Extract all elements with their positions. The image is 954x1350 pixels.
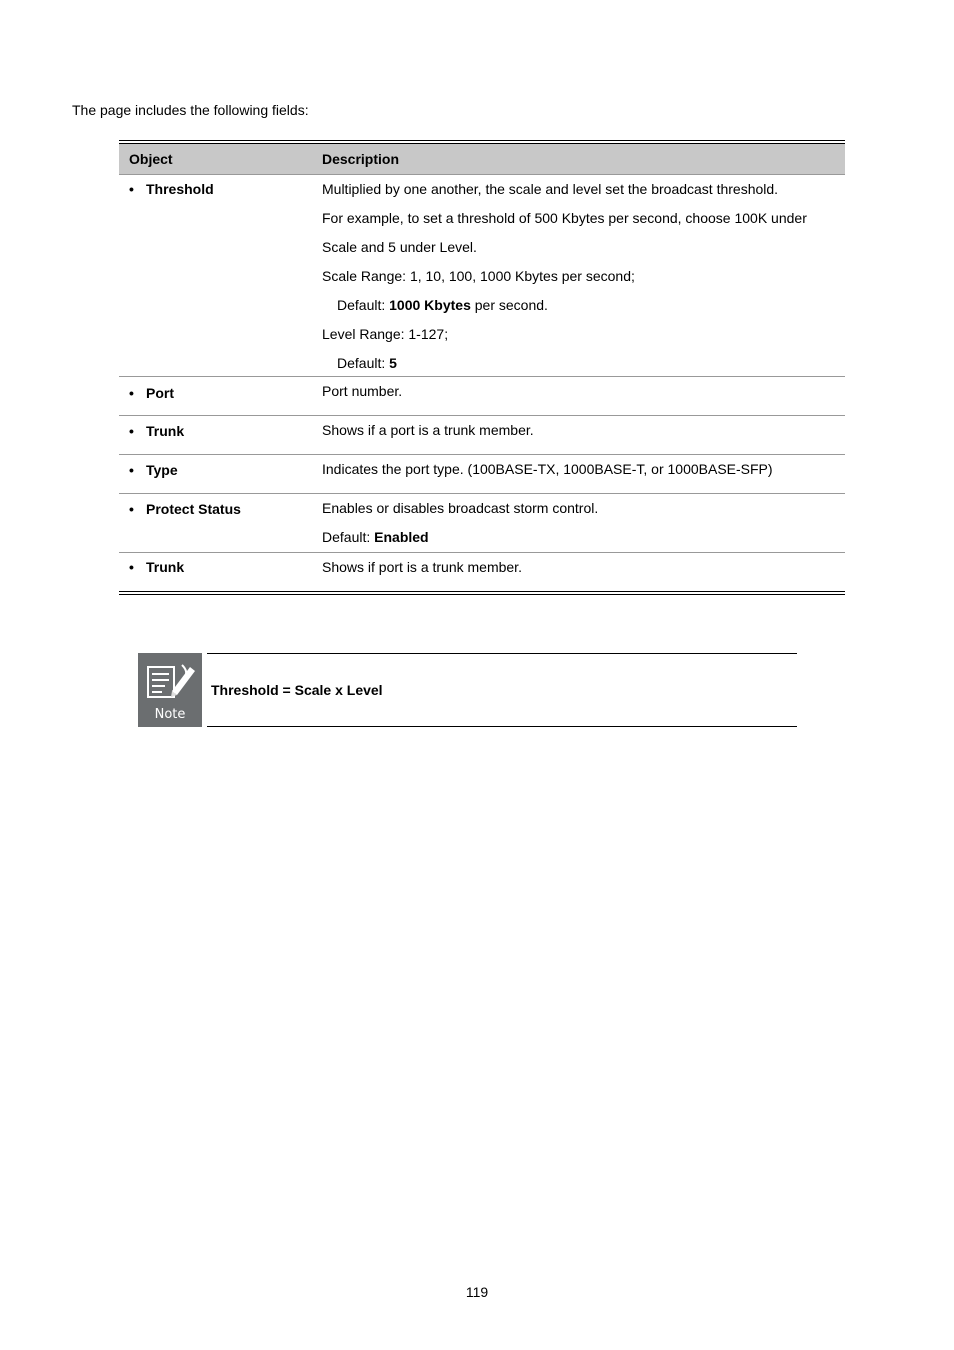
header-description: Description bbox=[322, 151, 400, 167]
table-row bbox=[119, 455, 845, 494]
description-cell bbox=[312, 416, 845, 454]
note-icon-label: Note bbox=[154, 707, 186, 722]
object-name: Port bbox=[146, 385, 174, 401]
bullet-icon: • bbox=[129, 559, 134, 575]
note-text: Threshold = Scale x Level bbox=[211, 682, 383, 698]
description-line: Multiplied by one another, the scale and level set the broadcast threshold. bbox=[322, 181, 779, 197]
description-line: Shows if a port is a trunk member. bbox=[322, 422, 534, 438]
bullet-icon: • bbox=[129, 181, 134, 197]
object-name: Trunk bbox=[146, 559, 185, 575]
table-bottom-rule bbox=[119, 591, 845, 595]
note-pencil-icon bbox=[138, 653, 202, 727]
description-line: Shows if port is a trunk member. bbox=[322, 559, 522, 575]
description-cell bbox=[312, 494, 845, 552]
table-row bbox=[119, 377, 845, 416]
description-cell bbox=[312, 553, 845, 591]
note-bottom-rule bbox=[207, 726, 797, 727]
object-cell bbox=[119, 416, 312, 454]
table-row bbox=[119, 494, 845, 553]
note-icon bbox=[138, 653, 202, 727]
description-line: For example, to set a threshold of 500 Kbytes per second, choose 100K under bbox=[322, 210, 807, 226]
table-row bbox=[119, 416, 845, 455]
description-cell bbox=[312, 455, 845, 493]
description-cell bbox=[312, 377, 845, 415]
object-cell bbox=[119, 553, 312, 591]
fields-table bbox=[119, 140, 845, 595]
description-line: Scale and 5 under Level. bbox=[322, 239, 477, 255]
note-top-rule bbox=[207, 653, 797, 654]
note-box bbox=[138, 653, 797, 727]
header-object: Object bbox=[129, 151, 173, 167]
bullet-icon: • bbox=[129, 501, 134, 517]
page-number: 119 bbox=[465, 1284, 489, 1300]
object-name: Protect Status bbox=[146, 501, 241, 517]
bullet-icon: • bbox=[129, 385, 134, 401]
table-row bbox=[119, 553, 845, 591]
description-line: Port number. bbox=[322, 383, 403, 399]
description-cell bbox=[312, 175, 845, 376]
description-line: Enables or disables broadcast storm control. bbox=[322, 500, 599, 516]
description-line: Scale Range: 1, 10, 100, 1000 Kbytes per second; bbox=[322, 268, 635, 284]
bullet-icon: • bbox=[129, 423, 134, 439]
object-cell bbox=[119, 494, 312, 552]
object-cell bbox=[119, 455, 312, 493]
description-line: Indicates the port type. (100BASE-TX, 1000BASE-T, or 1000BASE-SFP) bbox=[322, 461, 773, 477]
object-cell bbox=[119, 175, 312, 376]
description-line: Level Range: 1-127; bbox=[322, 326, 449, 342]
description-line: Default: 1000 Kbytes per second. bbox=[337, 297, 548, 313]
object-cell bbox=[119, 377, 312, 415]
table-row bbox=[119, 175, 845, 377]
object-name: Threshold bbox=[146, 181, 214, 197]
intro-text: The page includes the following fields: bbox=[72, 102, 309, 118]
object-name: Type bbox=[146, 462, 178, 478]
description-line: Default: Enabled bbox=[322, 529, 429, 545]
bullet-icon: • bbox=[129, 462, 134, 478]
table-header bbox=[119, 144, 845, 175]
object-name: Trunk bbox=[146, 423, 185, 439]
description-line: Default: 5 bbox=[337, 355, 397, 371]
